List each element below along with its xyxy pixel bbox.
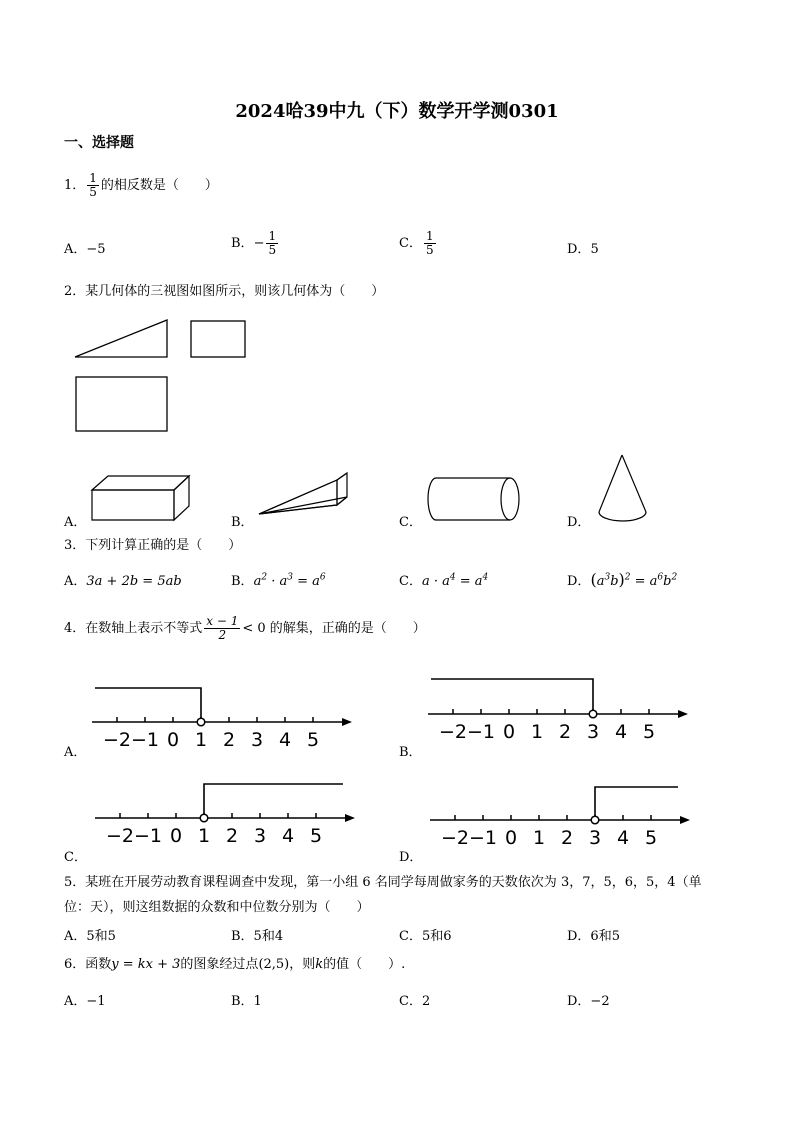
- question-6: 6．函数y = kx + 3的图象经过点(2,5)，则k的值（ ）.: [64, 957, 406, 972]
- tick-label: 4: [616, 827, 630, 849]
- tick-label: 4: [281, 825, 295, 847]
- solution-ray: [595, 787, 678, 817]
- axis-arrow: [678, 710, 688, 718]
- option-d[interactable]: D．5: [567, 242, 599, 257]
- option-a[interactable]: A．−1: [64, 994, 106, 1009]
- option-b[interactable]: B．: [231, 515, 254, 530]
- tick-label: 1: [532, 827, 546, 849]
- fraction: $\frac{1}{5}$: [89, 171, 97, 199]
- open-circle: [589, 710, 597, 718]
- axis-arrow: [342, 718, 352, 726]
- cone-figure[interactable]: [594, 452, 654, 526]
- tick-label: 4: [614, 721, 628, 743]
- option-d[interactable]: D．: [567, 515, 591, 530]
- number-line-c[interactable]: [93, 780, 358, 848]
- front-view-triangle: [75, 320, 167, 357]
- tick-label: −1: [133, 825, 163, 847]
- question-4: 4．在数轴上表示不等式 $\frac{x - 1}{2}$ < 0 的解集，正确的是（ ）: [64, 614, 426, 642]
- page-title: 2024哈39中九（下）数学开学测0301: [235, 101, 559, 122]
- question-5-line2: 位：天），则这组数据的众数和中位数分别为（ ）: [64, 900, 370, 915]
- tick-label: −1: [466, 721, 496, 743]
- tick-label: 2: [225, 825, 239, 847]
- option-c[interactable]: C．2: [399, 994, 431, 1009]
- tick-label: −2: [105, 825, 135, 847]
- tick-label: 0: [504, 827, 518, 849]
- option-b[interactable]: B．− $\frac{1}{5}$: [231, 229, 277, 257]
- tick-label: 1: [194, 729, 208, 751]
- tick-label: −2: [440, 827, 470, 849]
- question-2: 2．某几何体的三视图如图所示，则该几何体为（ ）: [64, 284, 385, 299]
- open-circle: [591, 816, 599, 824]
- three-view-figure: [70, 315, 260, 440]
- number-line-d[interactable]: [428, 782, 693, 850]
- number-line-b[interactable]: [426, 676, 691, 744]
- option-d[interactable]: D．−2: [567, 994, 610, 1009]
- axis-arrow: [680, 816, 690, 824]
- option-a[interactable]: A．3a + 2b = 5ab: [64, 574, 182, 589]
- section-heading: 一、选择题: [64, 135, 134, 151]
- triangular-prism-figure[interactable]: [255, 470, 353, 522]
- option-d[interactable]: D．$(a^3b)^2 = a^6b^2$: [567, 570, 678, 589]
- question-3: 3．下列计算正确的是（ ）: [64, 538, 242, 553]
- option-d[interactable]: D．6和5: [567, 929, 620, 944]
- tick-label: 5: [642, 721, 656, 743]
- option-c[interactable]: C．: [399, 515, 422, 530]
- question-number: 1．: [64, 178, 86, 193]
- tick-label: −1: [468, 827, 498, 849]
- option-a[interactable]: A．5和5: [64, 929, 116, 944]
- fraction: $\frac{x - 1}{2}$: [206, 614, 239, 642]
- tick-label: 5: [306, 729, 320, 751]
- tick-label: −2: [438, 721, 468, 743]
- number-line-a[interactable]: [90, 684, 355, 752]
- question-1: [64, 172, 218, 199]
- top-view-rectangle: [76, 377, 167, 431]
- tick-label: 2: [558, 721, 572, 743]
- option-c[interactable]: C． $\frac{1}{5}$: [399, 229, 434, 257]
- axis-arrow: [345, 814, 355, 822]
- tick-label: 2: [222, 729, 236, 751]
- tick-label: −1: [130, 729, 160, 751]
- question-text: 的相反数是（ ）: [100, 178, 218, 193]
- tick-label: 5: [309, 825, 323, 847]
- cuboid-figure[interactable]: [88, 472, 193, 524]
- open-circle: [197, 718, 205, 726]
- option-d[interactable]: D．: [399, 850, 423, 865]
- tick-label: −2: [102, 729, 132, 751]
- option-c[interactable]: C．5和6: [399, 929, 452, 944]
- question-5-line1: 5．某班在开展劳动教育课程调查中发现，第一小组 6 名同学每周做家务的天数依次为 3，7，5，6，5，4（单: [64, 875, 702, 890]
- solution-ray: [95, 688, 201, 719]
- option-b[interactable]: B．1: [231, 994, 262, 1009]
- tick-label: 5: [644, 827, 658, 849]
- side-view-rectangle: [191, 321, 245, 357]
- tick-label: 1: [197, 825, 211, 847]
- tick-label: 3: [253, 825, 267, 847]
- tick-label: 0: [166, 729, 180, 751]
- option-a[interactable]: A．: [64, 515, 87, 530]
- option-c[interactable]: C．: [64, 850, 87, 865]
- tick-label: 3: [588, 827, 602, 849]
- solution-ray: [431, 679, 593, 711]
- tick-label: 2: [560, 827, 574, 849]
- option-b[interactable]: B．5和4: [231, 929, 284, 944]
- option-b[interactable]: B．: [399, 745, 422, 760]
- tick-label: 0: [502, 721, 516, 743]
- open-circle: [200, 814, 208, 822]
- option-c[interactable]: C．$a \cdot a^4 = a^4$: [399, 572, 489, 589]
- tick-label: 1: [530, 721, 544, 743]
- tick-label: 3: [250, 729, 264, 751]
- option-b[interactable]: B．$a^2 \cdot a^3 = a^6$: [231, 572, 326, 589]
- option-a[interactable]: A．−5: [64, 242, 106, 257]
- cylinder-figure[interactable]: [424, 474, 524, 524]
- solution-ray: [204, 784, 343, 815]
- tick-label: 3: [586, 721, 600, 743]
- option-a[interactable]: A．: [64, 745, 87, 760]
- tick-label: 0: [169, 825, 183, 847]
- tick-label: 4: [278, 729, 292, 751]
